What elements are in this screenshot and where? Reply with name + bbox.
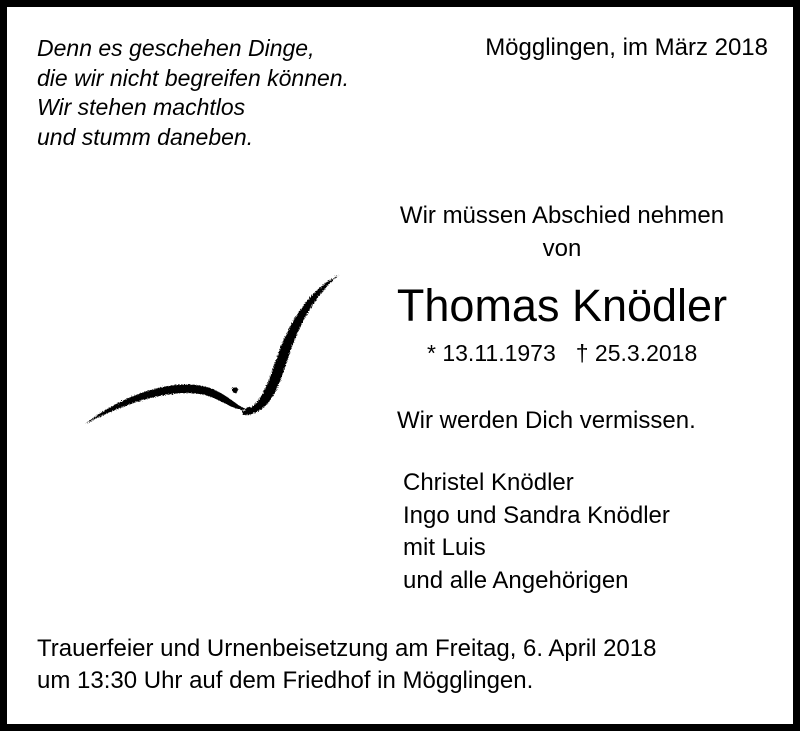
bird-icon [77, 269, 347, 434]
funeral-line: um 13:30 Uhr auf dem Friedhof in Mögglingen. [37, 667, 534, 694]
funeral-info [37, 633, 656, 697]
funeral-line: Trauerfeier und Urnenbeisetzung am Freitag, 6. April 2018 [37, 635, 657, 662]
farewell-heading [372, 199, 752, 265]
mourner-line: und alle Angehörigen [403, 566, 629, 594]
place-date: Mögglingen, im März 2018 [485, 34, 768, 61]
deceased-name: Thomas Knödler [396, 280, 728, 331]
life-dates [427, 340, 697, 367]
poem-line: Wir stehen machtlos [37, 94, 246, 120]
miss-line: Wir werden Dich vermissen. [397, 407, 696, 434]
birth-date: * 13.11.1973 [427, 340, 556, 366]
mourner-line: mit Luis [403, 534, 486, 561]
poem-line: Denn es geschehen Dinge, [37, 35, 315, 61]
poem-line: die wir nicht begreifen können. [37, 64, 349, 91]
mourner-line: Christel Knödler [403, 469, 574, 496]
poem-verse [37, 34, 349, 152]
farewell-line: von [542, 235, 582, 262]
mourners-list [403, 467, 670, 597]
farewell-line: Wir müssen Abschied nehmen [399, 202, 725, 229]
death-date: † 25.3.2018 [575, 340, 698, 366]
poem-line: und stumm daneben. [37, 123, 254, 150]
mourner-line: Ingo und Sandra Knödler [403, 501, 670, 529]
